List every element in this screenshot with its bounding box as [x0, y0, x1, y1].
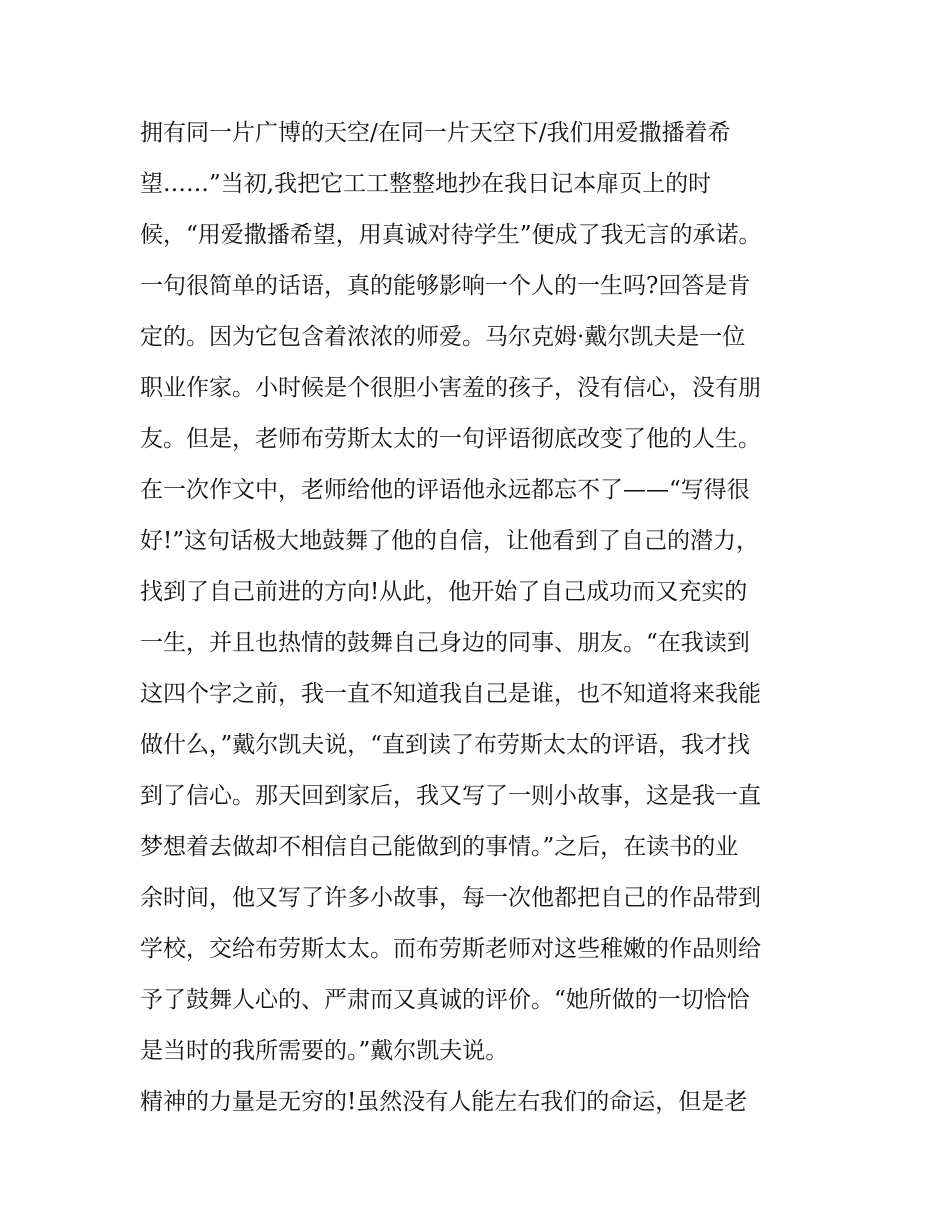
text-line: 定的。因为它包含着浓浓的师爱。马尔克姆·戴尔凯夫是一位 [140, 324, 746, 350]
text-line: 学校，交给布劳斯太太。而布劳斯老师对这些稚嫩的作品则给 [140, 936, 761, 962]
text-line: 一生，并且也热情的鼓舞自己身边的同事、朋友。“在我读到 [140, 630, 750, 656]
text-line: 职业作家。小时候是个很胆小害羞的孩子，没有信心，没有朋 [140, 375, 761, 401]
text-line: 做什么，”戴尔凯夫说，“直到读了布劳斯太太的评语，我才找 [140, 732, 751, 758]
text-line: 予了鼓舞人心的、严肃而又真诚的评价。“她所做的一切恰恰 [140, 987, 750, 1013]
body-text [140, 108, 830, 1128]
text-line: 友。但是，老师布劳斯太太的一句评语彻底改变了他的人生。 [140, 426, 761, 452]
text-line: 候，“用爱撒播希望，用真诚对待学生”便成了我无言的承诺。 [140, 222, 762, 248]
text-line: 到了信心。那天回到家后，我又写了一则小故事，这是我一直 [140, 783, 761, 809]
text-line: 望……”当初,我把它工工整整地抄在我日记本扉页上的时 [140, 171, 712, 197]
text-line: 是当时的我所需要的。”戴尔凯夫说。 [140, 1038, 509, 1064]
text-line: 精神的力量是无穷的!虽然没有人能左右我们的命运，但是老 [140, 1089, 748, 1115]
text-line: 在一次作文中，老师给他的评语他永远都忘不了——“写得很 [140, 477, 750, 503]
text-line: 一句很简单的话语，真的能够影响一个人的一生吗?回答是肯 [140, 273, 751, 299]
text-line: 好!”这句话极大地鼓舞了他的自信，让他看到了自己的潜力， [140, 528, 760, 554]
text-line: 梦想着去做却不相信自己能做到的事情。”之后，在读书的业 [140, 834, 739, 860]
text-line: 这四个字之前，我一直不知道我自己是谁，也不知道将来我能 [140, 681, 761, 707]
text-line: 余时间，他又写了许多小故事，每一次他都把自己的作品带到 [140, 885, 761, 911]
text-line: 拥有同一片广博的天空/在同一片天空下/我们用爱撒播着希 [140, 120, 731, 146]
text-line: 找到了自己前进的方向!从此，他开始了自己成功而又充实的 [140, 579, 748, 605]
